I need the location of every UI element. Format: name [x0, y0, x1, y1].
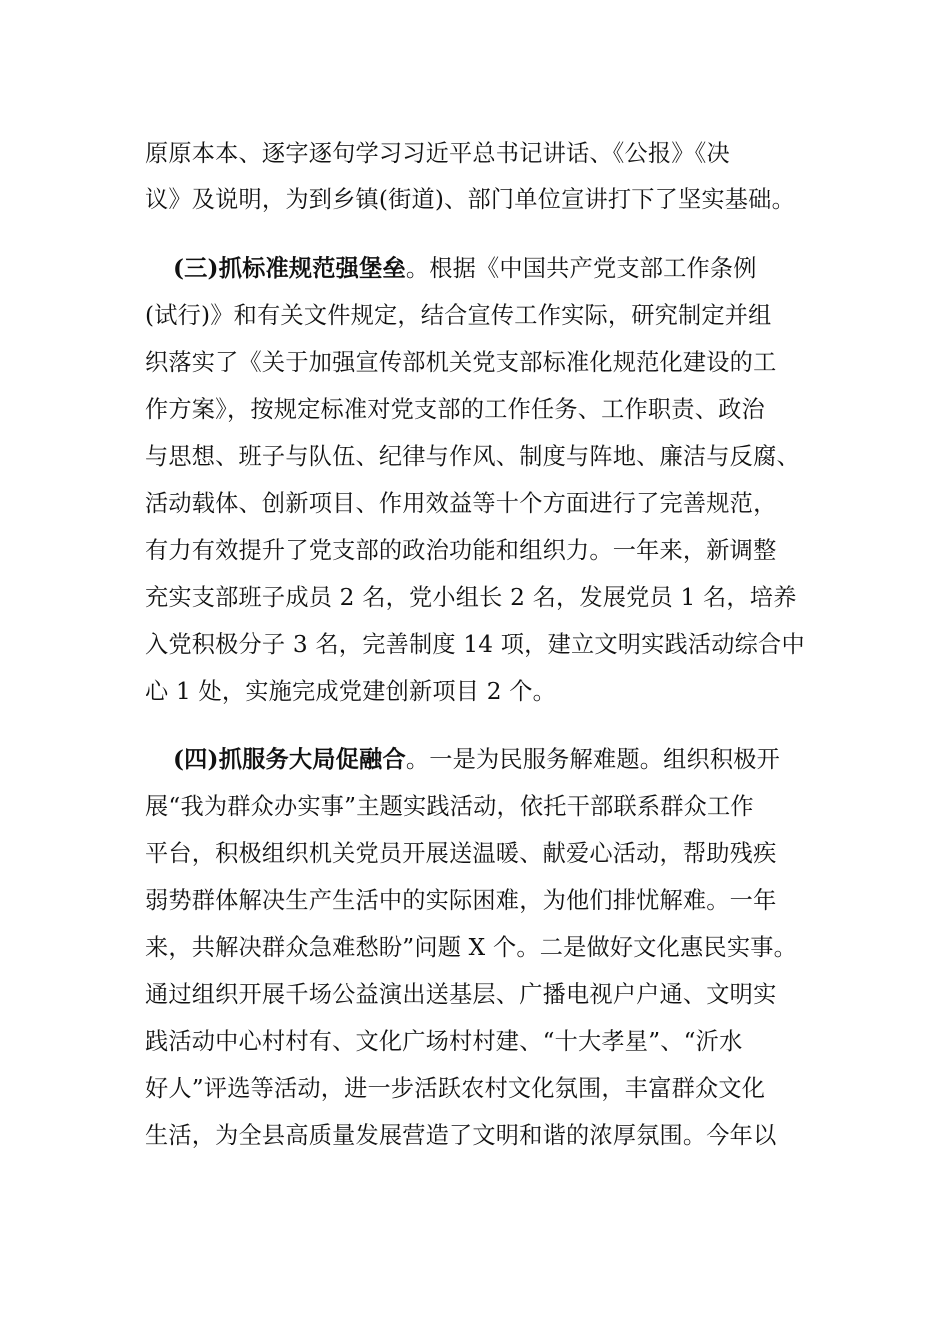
paragraph-line — [0, 249, 950, 289]
line-text: 原原本本、逐字逐句学习习近平总书记讲话、《公报》《决 — [145, 140, 730, 167]
line-text: 织落实了《关于加强宣传部机关党支部标准化规范化建设的工 — [145, 349, 777, 376]
line-text: 充实支部班子成员 2 名，党小组长 2 名，发展党员 1 名，培养 — [145, 584, 797, 611]
paragraph-line — [0, 484, 950, 524]
line-text: 通过组织开展千场公益演出送基层、广播电视户户通、文明实 — [145, 981, 777, 1008]
paragraph-line — [0, 928, 950, 968]
line-text: 与思想、班子与队伍、纪律与作风、制度与阵地、廉洁与反腐、 — [145, 443, 800, 470]
paragraph-line — [0, 834, 950, 874]
line-text: 来，共解决群众急难愁盼”问题 X 个。二是做好文化惠民实事。 — [145, 934, 797, 961]
line-text: 活动载体、创新项目、作用效益等十个方面进行了完善规范， — [145, 490, 777, 517]
paragraph-line — [0, 343, 950, 383]
line-text: 心 1 处，实施完成党建创新项目 2 个。 — [145, 678, 556, 705]
paragraph-line — [0, 672, 950, 712]
paragraph-line — [0, 740, 950, 780]
line-text: (试行)》和有关文件规定，结合宣传工作实际，研究制定并组 — [145, 302, 772, 329]
line-text: 作方案》，按规定标准对党支部的工作任务、工作职责、政治 — [145, 396, 765, 423]
section-heading: (三)抓标准规范强堡垒 — [173, 255, 406, 282]
line-text: 。根据《中国共产党支部工作条例 — [405, 255, 757, 282]
line-text: 入党积极分子 3 名，完善制度 14 项，建立文明实践活动综合中 — [145, 631, 805, 658]
paragraph-line — [0, 437, 950, 477]
paragraph-line — [0, 134, 950, 174]
line-text: 平台，积极组织机关党员开展送温暖、献爱心活动，帮助残疾 — [145, 840, 777, 867]
line-text: 展“我为群众办实事”主题实践活动，依托干部联系群众工作 — [145, 793, 754, 820]
paragraph-line — [0, 975, 950, 1015]
paragraph-line — [0, 625, 950, 665]
line-text: 有力有效提升了党支部的政治功能和组织力。一年来，新调整 — [145, 537, 777, 564]
line-text: 践活动中心村村有、文化广场村村建、“十大孝星”、“沂水 — [145, 1028, 743, 1055]
paragraph-line — [0, 180, 950, 220]
paragraph-line — [0, 296, 950, 336]
section-heading: (四)抓服务大局促融合 — [173, 746, 406, 773]
line-text: 议》及说明，为到乡镇(街道)、部门单位宣讲打下了坚实基础。 — [145, 186, 795, 213]
line-text: 弱势群体解决生产生活中的实际困难，为他们排忧解难。一年 — [145, 887, 777, 914]
paragraph-line — [0, 1116, 950, 1156]
paragraph-line — [0, 881, 950, 921]
paragraph-line — [0, 1069, 950, 1109]
paragraph-line — [0, 531, 950, 571]
line-text: 生活，为全县高质量发展营造了文明和谐的浓厚氛围。今年以 — [145, 1122, 777, 1149]
paragraph-line — [0, 578, 950, 618]
paragraph-line — [0, 787, 950, 827]
paragraph-line — [0, 1022, 950, 1062]
line-text: 。一是为民服务解难题。组织积极开 — [405, 746, 781, 773]
paragraph-line — [0, 390, 950, 430]
line-text: 好人”评选等活动，进一步活跃农村文化氛围，丰富群众文化 — [145, 1075, 766, 1102]
